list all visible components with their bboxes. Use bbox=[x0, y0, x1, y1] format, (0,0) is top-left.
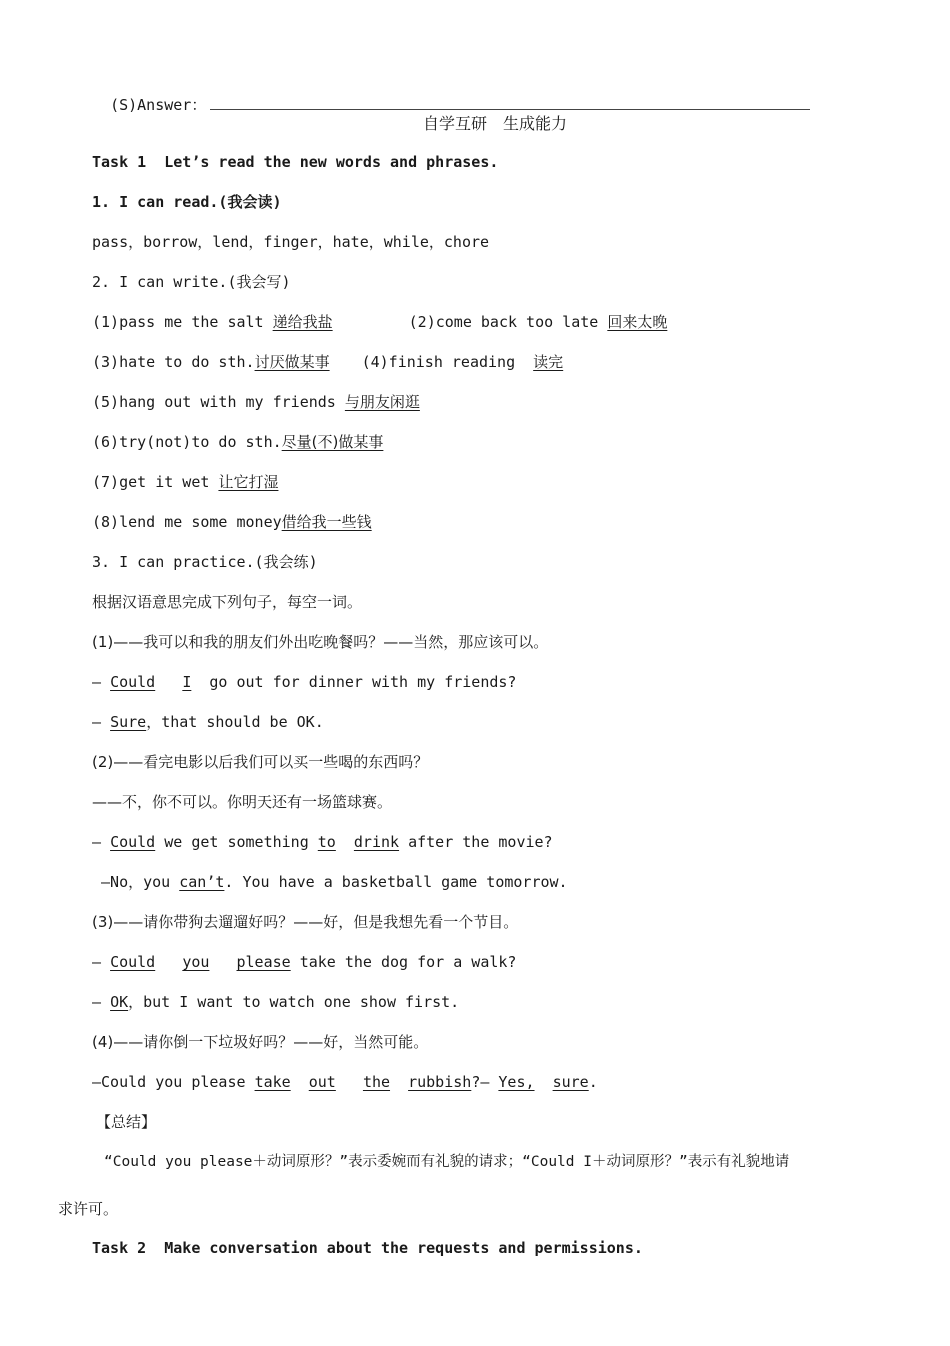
item-text: —No，you bbox=[101, 873, 180, 891]
item-text: —Could you please bbox=[92, 1073, 255, 1091]
q1-line-a: — Could I go out for dinner with my friends? bbox=[92, 673, 517, 691]
item-text: ，that should be OK. bbox=[146, 713, 324, 731]
answer: Could bbox=[110, 673, 156, 691]
task2-title: Task 2 Make conversation about the requests and permissions. bbox=[92, 1239, 643, 1257]
answer: 让它打湿 bbox=[218, 473, 279, 491]
item-text: (3)hate to do sth. bbox=[92, 353, 255, 371]
q3-line-b: — OK，but I want to watch one show first. bbox=[92, 993, 460, 1011]
item-text: ，but I want to watch one show first. bbox=[128, 993, 460, 1011]
answer: take bbox=[254, 1073, 291, 1091]
item-text: . You have a basketball game tomorrow. bbox=[224, 873, 568, 891]
item-text: (2)come back too late bbox=[408, 313, 608, 331]
answer: 递给我盐 bbox=[272, 313, 333, 331]
answer: 读完 bbox=[533, 353, 564, 371]
item-text: go out for dinner with my friends? bbox=[209, 673, 517, 691]
practice-heading: 3. I can practice.(我会练) bbox=[92, 553, 318, 571]
answer: 借给我一些钱 bbox=[281, 513, 372, 531]
summary-line-1: “Could you please＋动词原形？”表示委婉而有礼貌的请求；“Could I＋动词原形？”表示有礼貌地请 bbox=[104, 1154, 790, 1170]
item-text: (5)hang out with my friends bbox=[92, 393, 345, 411]
q2-chinese: (2)——看完电影以后我们可以买一些喝的东西吗？ bbox=[92, 753, 429, 771]
q4-line bbox=[92, 1071, 598, 1093]
q3-line-a: — Could you please take the dog for a walk? bbox=[92, 953, 517, 971]
answer: you bbox=[182, 953, 210, 971]
write-item-1-2 bbox=[92, 311, 667, 333]
write-item-8 bbox=[92, 511, 372, 533]
write-item-5 bbox=[92, 391, 420, 413]
task1-title: Task 1 Let’s read the new words and phrases. bbox=[92, 153, 499, 171]
summary-line-2: 求许可。 bbox=[58, 1200, 119, 1218]
q2-line-b bbox=[92, 871, 568, 893]
write-heading: 2. I can write.(我会写) bbox=[92, 273, 291, 291]
section-title: 自学互研 生成能力 bbox=[422, 114, 567, 133]
item-text: . bbox=[588, 1073, 598, 1091]
answer-line bbox=[92, 72, 810, 116]
answer: out bbox=[308, 1073, 336, 1091]
answer: can’t bbox=[179, 873, 225, 891]
q2-line-a: — Could we get something to drink after the movie? bbox=[92, 833, 553, 851]
answer: Could bbox=[110, 833, 156, 851]
practice-instruction: 根据汉语意思完成下列句子，每空一词。 bbox=[92, 593, 363, 611]
answer: Could bbox=[110, 953, 156, 971]
q4-chinese: (4)——请你倒一下垃圾好吗？——好，当然可能。 bbox=[92, 1033, 429, 1051]
answer: 尽量(不)做某事 bbox=[281, 433, 384, 451]
q2-chinese-2: ——不，你不可以。你明天还有一场篮球赛。 bbox=[92, 793, 393, 811]
answer: 回来太晚 bbox=[607, 313, 668, 331]
answer: Sure bbox=[110, 713, 147, 731]
answer: please bbox=[236, 953, 291, 971]
answer: sure bbox=[552, 1073, 589, 1091]
answer: 与朋友闲逛 bbox=[344, 393, 420, 411]
read-words: pass，borrow，lend，finger，hate，while，chore bbox=[92, 233, 490, 251]
answer-blank[interactable] bbox=[210, 97, 810, 110]
item-text: after the movie? bbox=[399, 833, 553, 851]
write-item-6 bbox=[92, 431, 383, 453]
item-text: we get something bbox=[155, 833, 318, 851]
item-text: (7)get it wet bbox=[92, 473, 219, 491]
write-item-7 bbox=[92, 471, 278, 493]
answer-label: (S)Answer： bbox=[110, 96, 207, 114]
write-item-3-4 bbox=[92, 351, 563, 373]
answer: drink bbox=[353, 833, 400, 851]
read-heading: 1. I can read.(我会读) bbox=[92, 193, 282, 211]
item-text: (1)pass me the salt bbox=[92, 313, 273, 331]
item-text: ?— bbox=[471, 1073, 499, 1091]
item-text: take the dog for a walk? bbox=[290, 953, 517, 971]
q3-chinese: (3)——请你带狗去遛遛好吗？——好，但是我想先看一个节目。 bbox=[92, 913, 519, 931]
item-text: (8)lend me some money bbox=[92, 513, 282, 531]
item-text: (6)try(not)to do sth. bbox=[92, 433, 282, 451]
answer: to bbox=[317, 833, 336, 851]
q1-line-b: — Sure，that should be OK. bbox=[92, 713, 324, 731]
answer: rubbish bbox=[408, 1073, 472, 1091]
item-text: (4)finish reading bbox=[361, 353, 534, 371]
answer: I bbox=[182, 673, 192, 691]
answer: OK bbox=[110, 993, 129, 1011]
q1-chinese: (1)——我可以和我的朋友们外出吃晚餐吗？——当然，那应该可以。 bbox=[92, 633, 549, 651]
answer: Yes, bbox=[498, 1073, 535, 1091]
summary-title: 【总结】 bbox=[96, 1113, 157, 1131]
answer: 讨厌做某事 bbox=[254, 353, 330, 371]
answer: the bbox=[362, 1073, 391, 1091]
